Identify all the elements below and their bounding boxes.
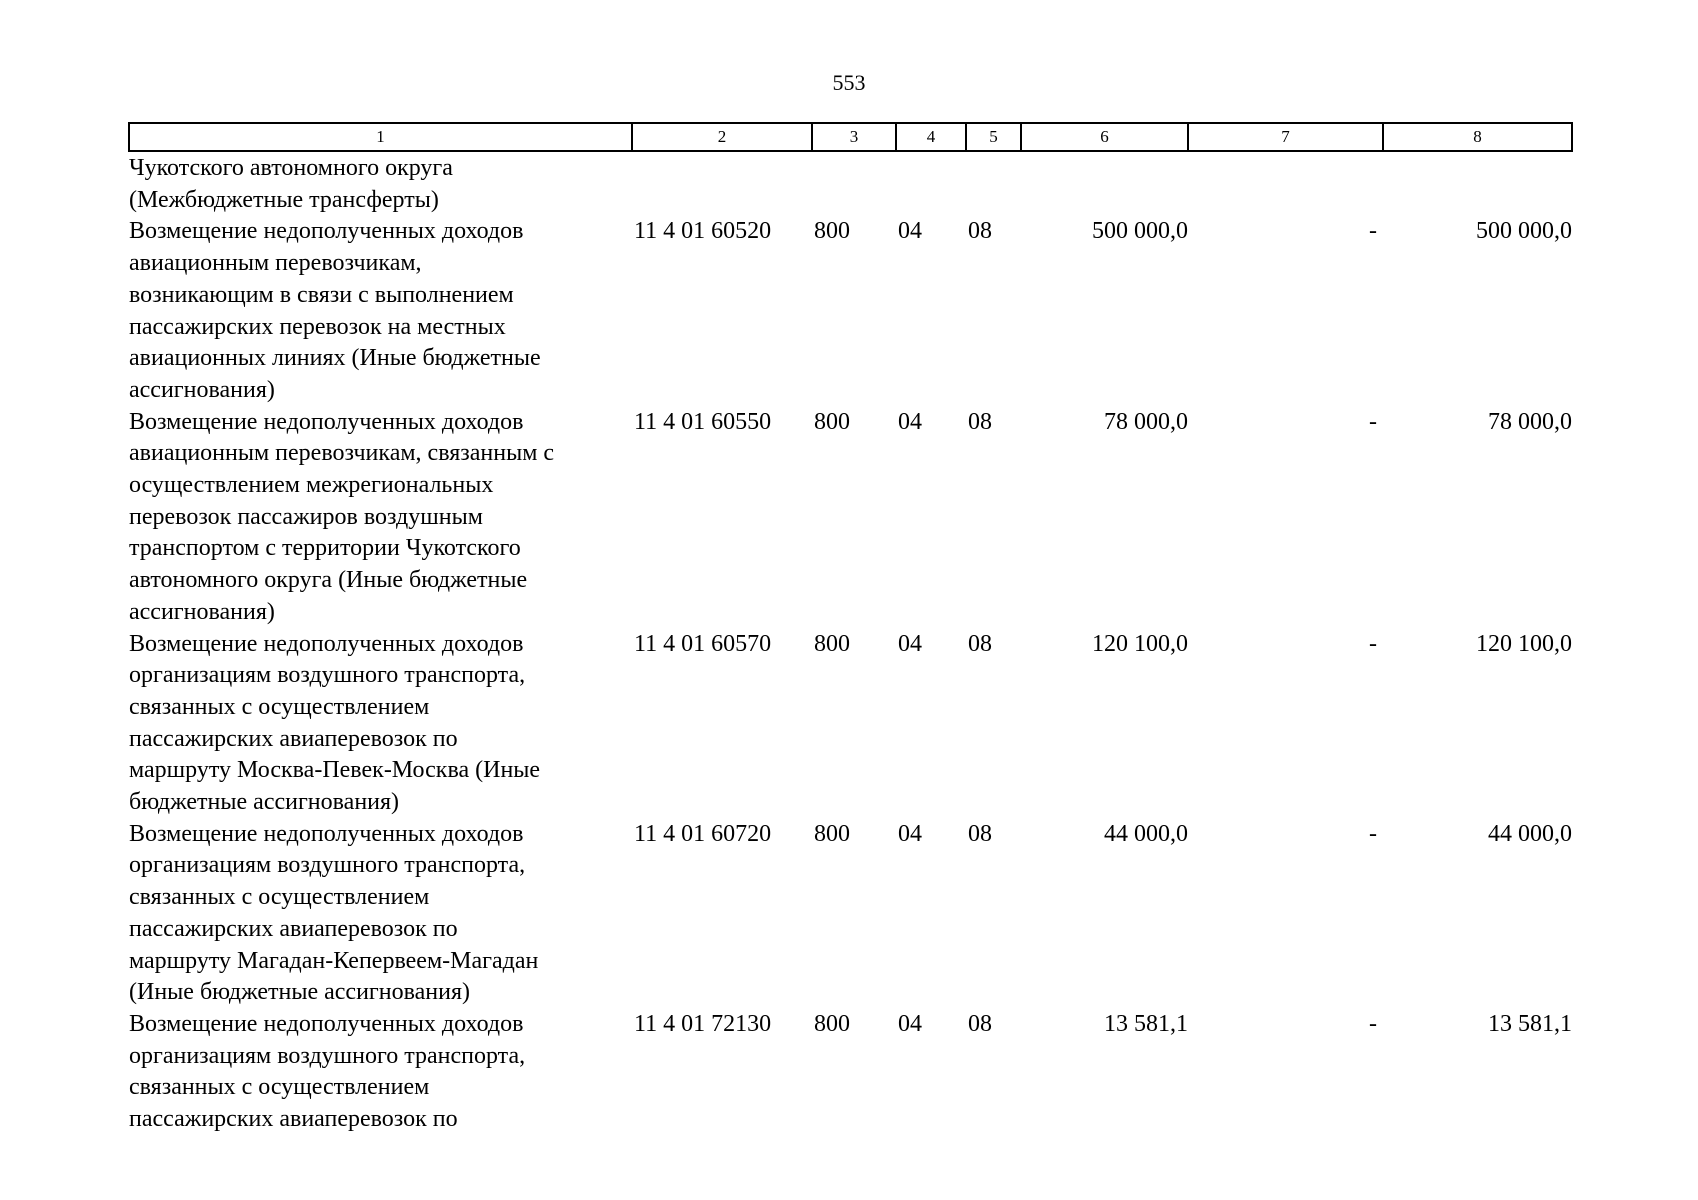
row-change: -: [1369, 630, 1377, 657]
table-row: [129, 407, 1572, 629]
row-change: -: [1369, 408, 1377, 435]
row-expense-type: 800: [814, 408, 850, 435]
column-header-5: 5: [966, 123, 1021, 151]
row-total: 78 000,0: [1488, 408, 1572, 435]
row-amount: 500 000,0: [1092, 218, 1188, 245]
table-row: [129, 629, 1572, 819]
row-total: 500 000,0: [1476, 218, 1572, 245]
row-section: 04: [898, 408, 922, 435]
row-target-code: [632, 151, 812, 216]
row-expense-type: 800: [814, 218, 850, 245]
row-description: Возмещение недополученных доходов организациям воздушного транспорта, связанных с осуществлением пассажирских авиаперевозок по: [129, 1010, 526, 1133]
row-amount: 44 000,0: [1104, 820, 1188, 847]
column-header-3: 3: [812, 123, 896, 151]
page-number: 553: [832, 70, 866, 95]
row-total: [1383, 151, 1572, 216]
column-header-1: 1: [129, 123, 632, 151]
row-subsection: 08: [968, 820, 992, 847]
row-total: 120 100,0: [1476, 630, 1572, 657]
row-description: Возмещение недополученных доходов организациям воздушного транспорта, связанных с осуществлением пассажирских авиаперевозок по маршруту Москва-Певек-Москва (Иные бюджетные ассигнования): [129, 630, 541, 816]
column-header-2: 2: [632, 123, 812, 151]
row-amount: 13 581,1: [1104, 1010, 1188, 1037]
column-header-4: 4: [896, 123, 966, 151]
row-section: 04: [898, 630, 922, 657]
table-row: [129, 819, 1572, 1009]
row-subsection: 08: [968, 218, 992, 245]
row-expense-type: 800: [814, 820, 850, 847]
row-amount: 78 000,0: [1104, 408, 1188, 435]
row-target-code: 11 4 01 72130: [634, 1010, 772, 1037]
row-subsection: [966, 151, 1021, 216]
row-target-code: 11 4 01 60570: [634, 630, 772, 657]
row-change: [1188, 151, 1383, 216]
row-subsection: 08: [968, 630, 992, 657]
budget-table: [128, 122, 1573, 1136]
row-subsection: 08: [968, 408, 992, 435]
row-target-code: 11 4 01 60720: [634, 820, 772, 847]
column-header-6: 6: [1021, 123, 1188, 151]
row-total: 13 581,1: [1488, 1010, 1572, 1037]
row-change: -: [1369, 1010, 1377, 1037]
row-section: [896, 151, 966, 216]
column-number-header-row: [129, 123, 1572, 151]
table-row: [129, 1009, 1572, 1136]
row-section: 04: [898, 1010, 922, 1037]
row-target-code: 11 4 01 60550: [634, 408, 772, 435]
table-row: [129, 151, 1572, 216]
row-section: 04: [898, 218, 922, 245]
row-amount: [1021, 151, 1188, 216]
row-amount: 120 100,0: [1092, 630, 1188, 657]
row-target-code: 11 4 01 60520: [634, 218, 772, 245]
row-expense-type: 800: [814, 630, 850, 657]
row-expense-type: [812, 151, 896, 216]
column-header-8: 8: [1383, 123, 1572, 151]
column-header-7: 7: [1188, 123, 1383, 151]
row-section: 04: [898, 820, 922, 847]
row-description: Возмещение недополученных доходов организациям воздушного транспорта, связанных с осуществлением пассажирских авиаперевозок по маршруту Магадан-Кепервеем-Магадан (Иные бюджетные ассигнования): [129, 820, 539, 1006]
row-change: -: [1369, 218, 1377, 245]
table-row: [129, 216, 1572, 406]
row-expense-type: 800: [814, 1010, 850, 1037]
row-change: -: [1369, 820, 1377, 847]
row-subsection: 08: [968, 1010, 992, 1037]
row-total: 44 000,0: [1488, 820, 1572, 847]
row-description: Чукотского автономного округа (Межбюджетные трансферты): [129, 155, 453, 213]
row-description: Возмещение недополученных доходов авиационным перевозчикам, связанным с осуществлением межрегиональных перевозок пассажиров воздушным транспортом с территории Чукотского автономного округа (Иные бюджетные ассигнования): [129, 408, 555, 625]
row-description: Возмещение недополученных доходов авиационным перевозчикам, возникающим в связи с выполнением пассажирских перевозок на местных авиационных линиях (Иные бюджетные ассигнования): [129, 218, 541, 403]
